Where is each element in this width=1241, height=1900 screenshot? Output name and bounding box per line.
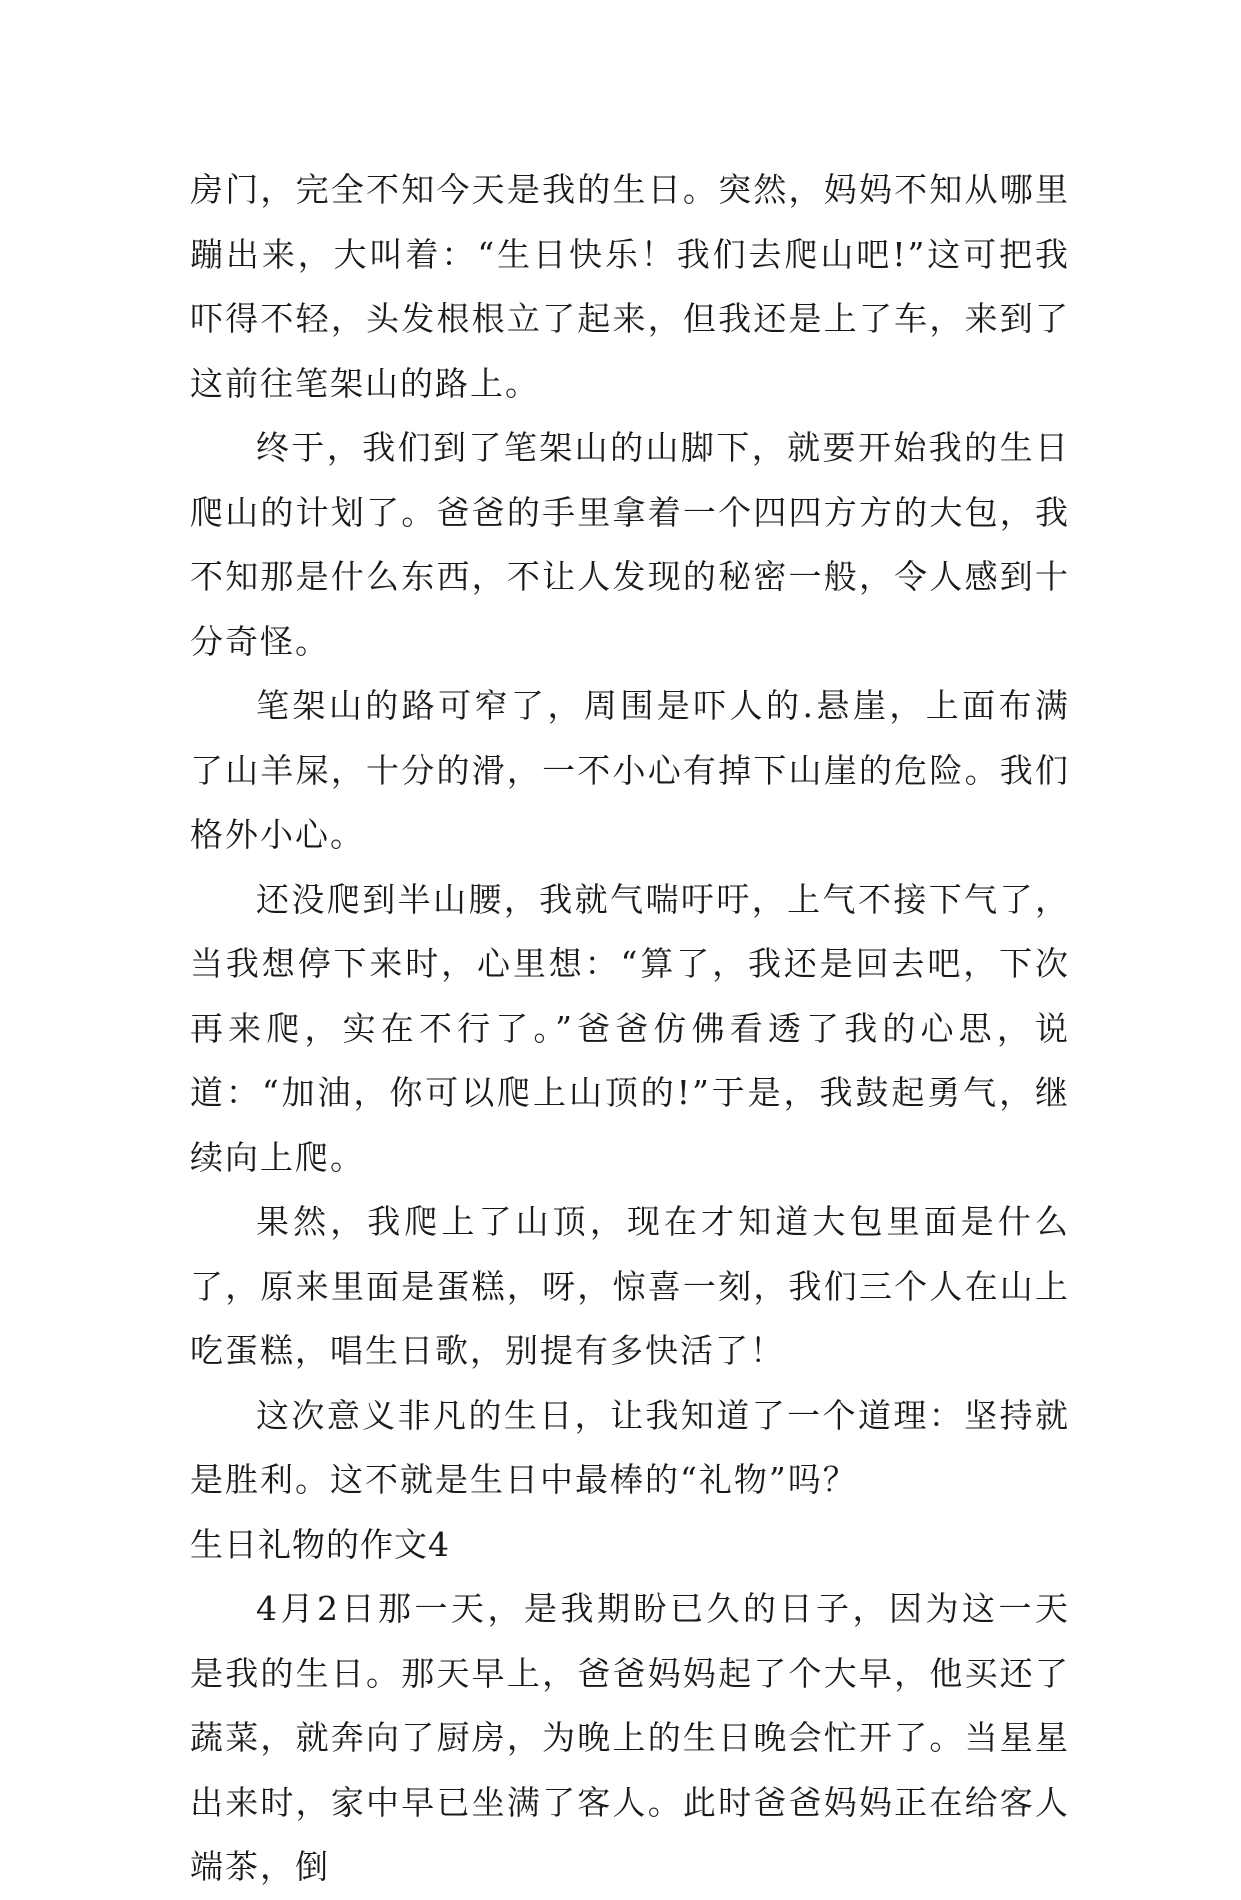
paragraph: 还没爬到半山腰，我就气喘吁吁，上气不接下气了，当我想停下来时，心里想：“算了，我还是回去吧，下次再来爬，实在不行了。”爸爸仿佛看透了我的心思，说道：“加油，你可以爬上山顶的!”于是，我鼓起勇气，继续向上爬。 (190, 879, 1070, 1177)
paragraph: 这次意义非凡的生日，让我知道了一个道理：坚持就是胜利。这不就是生日中最棒的“礼物”吗？ (190, 1395, 1070, 1499)
paragraph: 终于，我们到了笔架山的山脚下，就要开始我的生日爬山的计划了。爸爸的手里拿着一个四四方方的大包，我不知那是什么东西，不让人发现的秘密一般，令人感到十分奇怪。 (190, 428, 1070, 661)
paragraph-continued: 房门，完全不知今天是我的生日。突然，妈妈不知从哪里蹦出来，大叫着：“生日快乐！我们去爬山吧!”这可把我吓得不轻，头发根根立了起来，但我还是上了车，来到了这前往笔架山的路上。 (190, 170, 1070, 403)
paragraph: 果然，我爬上了山顶，现在才知道大包里面是什么了，原来里面是蛋糕，呀，惊喜一刻，我们三个人在山上吃蛋糕，唱生日歌，别提有多快活了！ (190, 1202, 1070, 1370)
essay-body (190, 158, 1070, 1900)
paragraph: 笔架山的路可窄了，周围是吓人的.悬崖，上面布满了山羊屎，十分的滑，一不小心有掉下山崖的危险。我们格外小心。 (190, 686, 1070, 854)
paragraph: 4月2日那一天，是我期盼已久的日子，因为这一天是我的生日。那天早上，爸爸妈妈起了个大早，他买还了蔬菜，就奔向了厨房，为晚上的生日晚会忙开了。当星星出来时，家中早已坐满了客人。此时爸爸妈妈正在给客人端茶，倒 (190, 1589, 1070, 1886)
section-title: 生日礼物的作文4 (190, 1524, 450, 1564)
